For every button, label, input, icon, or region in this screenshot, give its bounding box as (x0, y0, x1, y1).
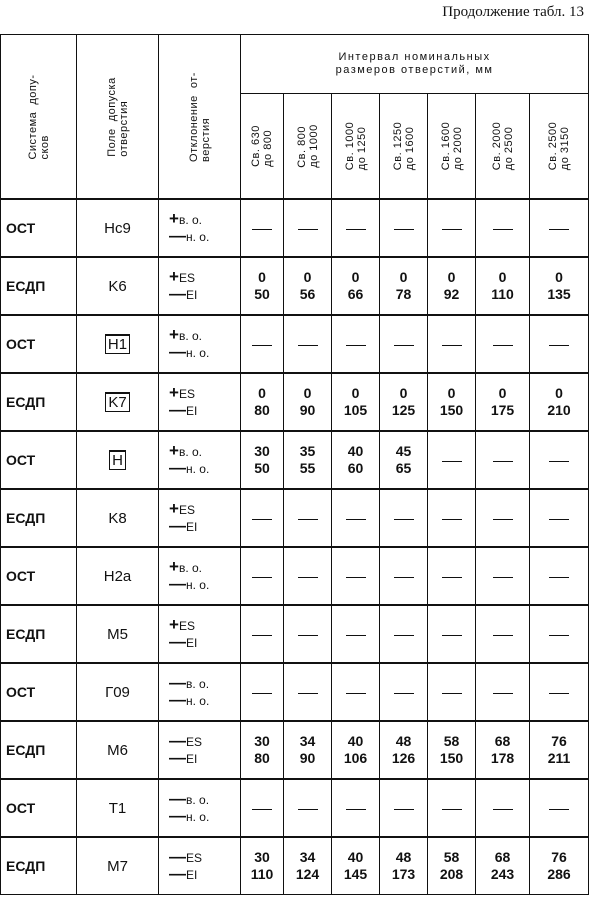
value-cell (332, 663, 380, 721)
system-cell: ОСТ (1, 315, 77, 373)
value-cell: 0 150 (428, 373, 476, 431)
system-cell: ЕСДП (1, 837, 77, 895)
empty-dash (442, 461, 462, 462)
value-cell (380, 605, 428, 663)
empty-dash (549, 519, 569, 520)
table-row (1, 837, 589, 895)
empty-dash (346, 635, 366, 636)
value-cell (530, 663, 589, 721)
value-cell: 48 126 (380, 721, 428, 779)
value-cell (332, 605, 380, 663)
value-cell (476, 489, 530, 547)
value-cell: 48 173 (380, 837, 428, 895)
empty-dash (493, 519, 513, 520)
header-field: Поле допуска отверстия (77, 35, 159, 200)
empty-dash (346, 519, 366, 520)
value-cell (332, 489, 380, 547)
value-cell: 30 110 (241, 837, 284, 895)
value-cell: 30 50 (241, 431, 284, 489)
empty-dash (549, 461, 569, 462)
empty-dash (493, 809, 513, 810)
value-cell (476, 315, 530, 373)
value-cell (284, 315, 332, 373)
empty-dash (394, 809, 414, 810)
system-cell: ОСТ (1, 431, 77, 489)
empty-dash (442, 635, 462, 636)
empty-dash (493, 577, 513, 578)
empty-dash (298, 635, 318, 636)
empty-dash (298, 693, 318, 694)
system-cell: ЕСДП (1, 721, 77, 779)
header-deviation: Отклонение от- верстия (159, 35, 241, 200)
value-cell (476, 779, 530, 837)
table-row (1, 605, 589, 663)
value-cell (428, 315, 476, 373)
empty-dash (442, 229, 462, 230)
value-cell: 45 65 (380, 431, 428, 489)
empty-dash (442, 345, 462, 346)
empty-dash (346, 577, 366, 578)
deviation-cell: +в. о. —н. о. (159, 315, 241, 373)
value-cell: 58 208 (428, 837, 476, 895)
value-cell: 0 175 (476, 373, 530, 431)
empty-dash (549, 577, 569, 578)
table-row (1, 373, 589, 431)
value-cell (241, 779, 284, 837)
value-cell: 0 78 (380, 257, 428, 315)
value-cell (241, 605, 284, 663)
value-cell (428, 489, 476, 547)
value-cell (428, 547, 476, 605)
empty-dash (298, 229, 318, 230)
system-cell: ОСТ (1, 663, 77, 721)
value-cell (428, 199, 476, 257)
system-cell: ЕСДП (1, 489, 77, 547)
value-cell: 0 80 (241, 373, 284, 431)
system-cell: ОСТ (1, 547, 77, 605)
empty-dash (549, 345, 569, 346)
empty-dash (394, 693, 414, 694)
deviation-cell: +в. о. —н. о. (159, 547, 241, 605)
field-cell: K7 (77, 373, 159, 431)
header-interval: Св. 2000 до 2500 (476, 94, 530, 200)
table-row (1, 315, 589, 373)
value-cell (284, 547, 332, 605)
value-cell (530, 315, 589, 373)
value-cell (241, 663, 284, 721)
field-cell: Hс9 (77, 199, 159, 257)
deviation-cell: +ES —EI (159, 605, 241, 663)
empty-dash (493, 635, 513, 636)
empty-dash (298, 519, 318, 520)
value-cell (530, 199, 589, 257)
value-cell (241, 199, 284, 257)
table-caption: Продолжение табл. 13 (442, 4, 584, 20)
value-cell (476, 431, 530, 489)
value-cell (332, 547, 380, 605)
empty-dash (493, 345, 513, 346)
value-cell: 0 66 (332, 257, 380, 315)
value-cell (284, 663, 332, 721)
value-cell: 0 210 (530, 373, 589, 431)
value-cell: 76 286 (530, 837, 589, 895)
value-cell (428, 779, 476, 837)
empty-dash (442, 809, 462, 810)
empty-dash (394, 577, 414, 578)
deviation-cell: —ES —EI (159, 721, 241, 779)
empty-dash (252, 635, 272, 636)
field-cell: M6 (77, 721, 159, 779)
field-cell: K8 (77, 489, 159, 547)
empty-dash (394, 635, 414, 636)
empty-dash (394, 345, 414, 346)
empty-dash (298, 345, 318, 346)
empty-dash (252, 519, 272, 520)
value-cell (428, 605, 476, 663)
system-cell: ОСТ (1, 199, 77, 257)
value-cell: 0 105 (332, 373, 380, 431)
value-cell (380, 489, 428, 547)
deviation-cell: +в. о. —н. о. (159, 199, 241, 257)
value-cell (476, 605, 530, 663)
field-cell: K6 (77, 257, 159, 315)
value-cell (241, 547, 284, 605)
table-row (1, 431, 589, 489)
field-cell: Г09 (77, 663, 159, 721)
table-row (1, 547, 589, 605)
value-cell (241, 489, 284, 547)
value-cell: 34 90 (284, 721, 332, 779)
field-cell: H1 (77, 315, 159, 373)
header-interval: Св. 1600 до 2000 (428, 94, 476, 200)
empty-dash (394, 519, 414, 520)
table-row (1, 257, 589, 315)
field-cell: T1 (77, 779, 159, 837)
empty-dash (493, 461, 513, 462)
empty-dash (442, 693, 462, 694)
system-cell: ОСТ (1, 779, 77, 837)
empty-dash (549, 693, 569, 694)
value-cell (476, 547, 530, 605)
value-cell: 40 106 (332, 721, 380, 779)
tolerance-table (0, 34, 589, 895)
empty-dash (346, 693, 366, 694)
value-cell: 34 124 (284, 837, 332, 895)
value-cell: 30 80 (241, 721, 284, 779)
deviation-cell: +ES —EI (159, 373, 241, 431)
value-cell (476, 663, 530, 721)
value-cell (284, 605, 332, 663)
empty-dash (252, 345, 272, 346)
system-cell: ЕСДП (1, 373, 77, 431)
empty-dash (298, 809, 318, 810)
value-cell (284, 779, 332, 837)
value-cell: 0 92 (428, 257, 476, 315)
field-cell: H2a (77, 547, 159, 605)
empty-dash (549, 809, 569, 810)
value-cell: 0 50 (241, 257, 284, 315)
value-cell (476, 199, 530, 257)
empty-dash (298, 577, 318, 578)
empty-dash (549, 635, 569, 636)
deviation-cell: +ES —EI (159, 257, 241, 315)
value-cell (530, 431, 589, 489)
deviation-cell: —ES —EI (159, 837, 241, 895)
field-cell: M5 (77, 605, 159, 663)
empty-dash (252, 229, 272, 230)
value-cell: 0 110 (476, 257, 530, 315)
value-cell (380, 547, 428, 605)
table-row (1, 779, 589, 837)
value-cell (380, 315, 428, 373)
value-cell (380, 663, 428, 721)
value-cell: 76 211 (530, 721, 589, 779)
deviation-cell: +в. о. —н. о. (159, 431, 241, 489)
value-cell (380, 779, 428, 837)
empty-dash (394, 229, 414, 230)
value-cell: 35 55 (284, 431, 332, 489)
header-system: Система допу- сков (1, 35, 77, 200)
deviation-cell: —в. о. —н. о. (159, 663, 241, 721)
empty-dash (549, 229, 569, 230)
table-row (1, 489, 589, 547)
value-cell: 40 145 (332, 837, 380, 895)
value-cell: 0 125 (380, 373, 428, 431)
value-cell (428, 431, 476, 489)
value-cell (284, 489, 332, 547)
value-cell (332, 315, 380, 373)
empty-dash (346, 809, 366, 810)
header-interval: Св. 630 до 800 (241, 94, 284, 200)
field-cell: H (77, 431, 159, 489)
value-cell (530, 779, 589, 837)
value-cell: 40 60 (332, 431, 380, 489)
empty-dash (252, 577, 272, 578)
empty-dash (252, 809, 272, 810)
value-cell: 68 178 (476, 721, 530, 779)
header-interval: Св. 2500 до 3150 (530, 94, 589, 200)
deviation-cell: —в. о. —н. о. (159, 779, 241, 837)
header-interval: Св. 1250 до 1600 (380, 94, 428, 200)
value-cell: 58 150 (428, 721, 476, 779)
empty-dash (346, 229, 366, 230)
empty-dash (493, 693, 513, 694)
value-cell (284, 199, 332, 257)
value-cell (332, 199, 380, 257)
deviation-cell: +ES —EI (159, 489, 241, 547)
header-interval: Св. 1000 до 1250 (332, 94, 380, 200)
table-row (1, 721, 589, 779)
value-cell (241, 315, 284, 373)
value-cell (530, 547, 589, 605)
empty-dash (442, 577, 462, 578)
value-cell (332, 779, 380, 837)
value-cell (380, 199, 428, 257)
system-cell: ЕСДП (1, 257, 77, 315)
system-cell: ЕСДП (1, 605, 77, 663)
value-cell (530, 489, 589, 547)
field-cell: M7 (77, 837, 159, 895)
value-cell (530, 605, 589, 663)
value-cell: 0 56 (284, 257, 332, 315)
value-cell: 0 90 (284, 373, 332, 431)
value-cell: 0 135 (530, 257, 589, 315)
table-row (1, 663, 589, 721)
header-interval: Св. 800 до 1000 (284, 94, 332, 200)
empty-dash (346, 345, 366, 346)
header-size-interval: Интервал номинальных размеров отверстий, мм (241, 35, 589, 94)
empty-dash (252, 693, 272, 694)
value-cell: 68 243 (476, 837, 530, 895)
value-cell (428, 663, 476, 721)
table-row (1, 199, 589, 257)
empty-dash (493, 229, 513, 230)
empty-dash (442, 519, 462, 520)
